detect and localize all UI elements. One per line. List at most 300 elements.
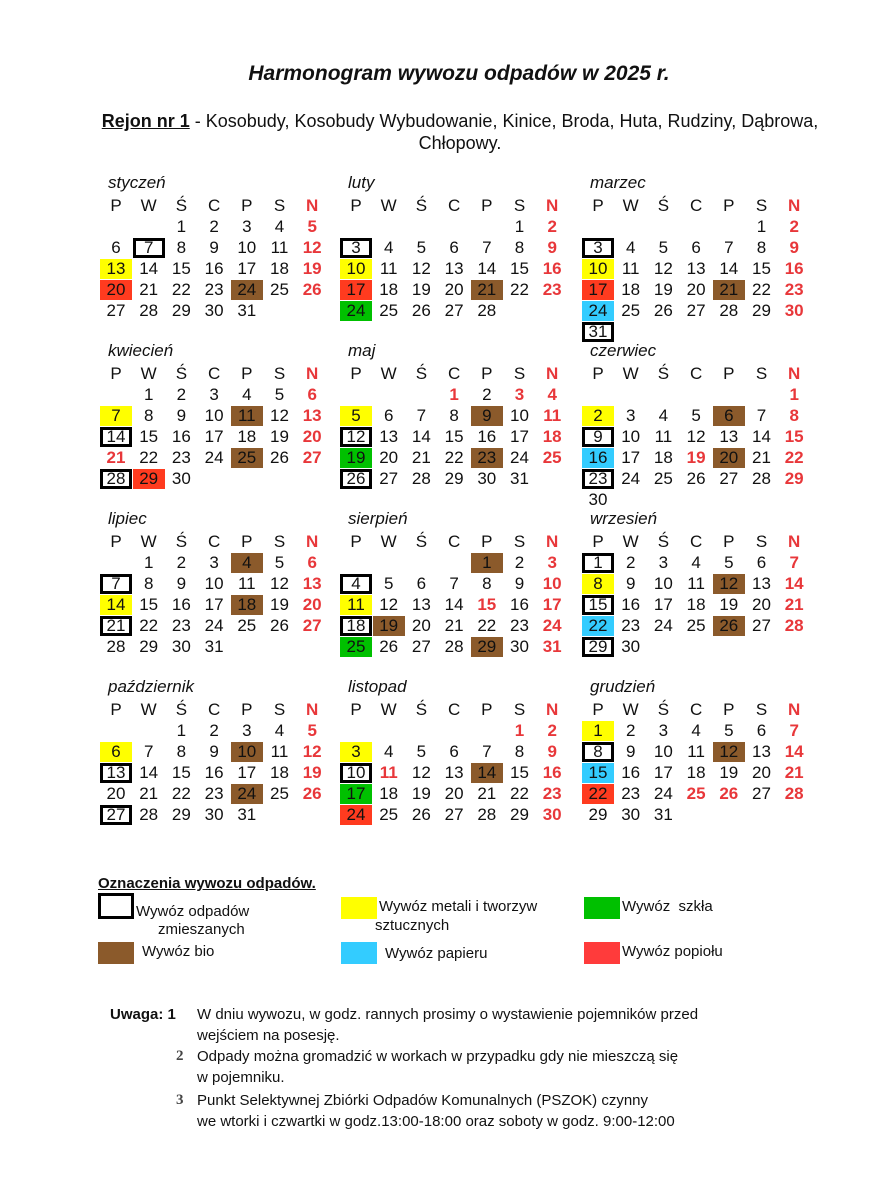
- weekday-header: C: [207, 364, 221, 383]
- day-cell: 23: [621, 784, 641, 803]
- day-cell: 24: [231, 784, 263, 804]
- day-cell: 22: [139, 616, 159, 635]
- weekday-header: S: [513, 196, 526, 215]
- day-cell: 12: [340, 427, 372, 447]
- day-cell: 21: [471, 280, 503, 300]
- day-cell: 25: [686, 784, 706, 803]
- day-cell: 4: [242, 385, 252, 404]
- note-1-line-2: wejściem na posesję.: [197, 1027, 340, 1044]
- weekday-header: S: [513, 364, 526, 383]
- day-cell: 14: [444, 595, 464, 614]
- day-cell: 30: [621, 637, 641, 656]
- day-cell: 12: [270, 406, 289, 425]
- day-cell: 15: [784, 427, 804, 446]
- day-cell: 29: [582, 637, 614, 657]
- day-cell: 2: [547, 721, 557, 740]
- day-cell: 26: [411, 805, 431, 824]
- day-cell: 15: [477, 595, 497, 614]
- day-cell: 5: [274, 385, 285, 404]
- day-cell: 28: [411, 469, 431, 488]
- day-cell: 3: [625, 406, 636, 425]
- day-cell: 11: [621, 259, 640, 278]
- day-cell: 18: [237, 427, 257, 446]
- weekday-header: Ś: [175, 364, 188, 383]
- day-cell: 23: [471, 448, 503, 468]
- day-cell: 23: [171, 448, 191, 467]
- day-cell: 30: [510, 637, 529, 656]
- day-cell: 2: [176, 385, 187, 404]
- month-name: listopad: [348, 677, 407, 696]
- day-cell: 30: [588, 490, 608, 509]
- weekday-header: W: [140, 532, 157, 551]
- day-cell: 7: [724, 238, 734, 257]
- weekday-header: S: [755, 700, 768, 719]
- day-cell: 16: [171, 427, 191, 446]
- weekday-header: P: [723, 364, 735, 383]
- day-cell: 2: [482, 385, 492, 404]
- day-cell: 31: [237, 301, 257, 320]
- day-cell: 27: [100, 805, 132, 825]
- weekday-header: W: [622, 196, 639, 215]
- day-cell: 29: [133, 469, 165, 489]
- note-3-line-1: Punkt Selektywnej Zbiórki Odpadów Komunalnych (PSZOK) czynny: [197, 1092, 649, 1109]
- day-cell: 10: [340, 763, 372, 783]
- day-cell: 2: [209, 721, 219, 740]
- day-cell: 13: [302, 574, 322, 593]
- day-cell: 6: [691, 238, 701, 257]
- day-cell: 17: [237, 763, 257, 782]
- weekday-header: W: [140, 700, 157, 719]
- day-cell: 18: [653, 448, 673, 467]
- weekday-header: S: [755, 196, 768, 215]
- day-cell: 4: [625, 238, 636, 257]
- day-cell: 16: [542, 259, 562, 278]
- day-cell: 29: [171, 301, 191, 320]
- weekday-header: N: [306, 196, 319, 215]
- weekday-header: W: [380, 196, 397, 215]
- day-cell: 3: [547, 553, 557, 572]
- day-cell: 3: [340, 238, 372, 258]
- day-cell: 1: [514, 217, 525, 236]
- note-3-number: 3: [176, 1092, 184, 1108]
- day-cell: 10: [621, 427, 641, 446]
- region-label: Rejon nr 1: [101, 111, 190, 131]
- day-cell: 23: [204, 280, 224, 299]
- day-cell: 2: [547, 217, 557, 236]
- day-cell: 18: [379, 784, 399, 803]
- month-name: luty: [348, 173, 375, 192]
- weekday-header: P: [592, 700, 604, 719]
- day-cell: 27: [444, 301, 464, 320]
- day-cell: 25: [621, 301, 641, 320]
- day-cell: 28: [477, 805, 497, 824]
- day-cell: 31: [542, 637, 562, 656]
- day-cell: 22: [171, 280, 191, 299]
- day-cell: 10: [237, 238, 257, 257]
- day-cell: 20: [444, 280, 464, 299]
- day-cell: 9: [547, 238, 557, 257]
- day-cell: 23: [510, 616, 529, 635]
- day-cell: 30: [171, 637, 191, 656]
- weekday-header: C: [689, 700, 703, 719]
- day-cell: 8: [176, 238, 187, 257]
- weekday-header: P: [481, 196, 493, 215]
- day-cell: 26: [340, 469, 372, 489]
- day-cell: 24: [653, 784, 673, 803]
- mixed-swatch: [98, 893, 134, 919]
- day-cell: 22: [477, 616, 497, 635]
- day-cell: 18: [542, 427, 562, 446]
- day-cell: 26: [686, 469, 706, 488]
- day-cell: 16: [582, 448, 614, 468]
- weekday-header: P: [241, 532, 253, 551]
- day-cell: 5: [383, 574, 394, 593]
- day-cell: 17: [204, 595, 224, 614]
- day-cell: 1: [582, 721, 614, 741]
- day-cell: 13: [719, 427, 739, 446]
- day-cell: 3: [340, 742, 372, 762]
- day-cell: 15: [139, 595, 159, 614]
- day-cell: 15: [510, 259, 529, 278]
- metal-swatch: [341, 897, 377, 919]
- day-cell: 9: [514, 574, 525, 593]
- day-cell: 11: [270, 238, 289, 257]
- day-cell: 22: [752, 280, 771, 299]
- day-cell: 3: [514, 385, 525, 404]
- weekday-header: N: [306, 532, 319, 551]
- day-cell: 17: [621, 448, 641, 467]
- day-cell: 5: [340, 406, 372, 426]
- weekday-header: C: [447, 532, 461, 551]
- month-name: sierpień: [348, 509, 408, 528]
- weekday-header: W: [380, 700, 397, 719]
- day-cell: 11: [237, 574, 256, 593]
- day-cell: 6: [100, 742, 132, 762]
- day-cell: 29: [471, 637, 503, 657]
- day-cell: 19: [719, 763, 739, 782]
- weekday-header: P: [481, 364, 493, 383]
- day-cell: 8: [482, 574, 492, 593]
- day-cell: 12: [270, 574, 289, 593]
- weekday-header: N: [788, 700, 801, 719]
- day-cell: 1: [176, 217, 187, 236]
- day-cell: 30: [477, 469, 497, 488]
- day-cell: 10: [231, 742, 263, 762]
- day-cell: 18: [340, 616, 372, 636]
- weekday-header: C: [689, 532, 703, 551]
- day-cell: 25: [379, 301, 399, 320]
- legend-ash-label: Wywóz popiołu: [622, 943, 723, 960]
- weekday-header: P: [350, 364, 362, 383]
- day-cell: 15: [171, 763, 191, 782]
- day-cell: 29: [510, 805, 529, 824]
- glass-swatch: [584, 897, 620, 919]
- day-cell: 20: [106, 784, 126, 803]
- day-cell: 13: [100, 763, 132, 783]
- day-cell: 21: [100, 616, 132, 636]
- day-cell: 1: [789, 385, 799, 404]
- weekday-header: W: [622, 700, 639, 719]
- day-cell: 28: [444, 637, 464, 656]
- day-cell: 9: [209, 742, 219, 761]
- day-cell: 12: [713, 742, 745, 762]
- day-cell: 10: [653, 574, 673, 593]
- day-cell: 2: [582, 406, 614, 426]
- day-cell: 17: [340, 280, 372, 300]
- weekday-header: N: [306, 364, 319, 383]
- day-cell: 8: [582, 742, 614, 762]
- day-cell: 28: [784, 784, 804, 803]
- day-cell: 9: [582, 427, 614, 447]
- day-cell: 12: [379, 595, 399, 614]
- weekday-header: P: [592, 532, 604, 551]
- day-cell: 15: [582, 595, 614, 615]
- day-cell: 26: [379, 637, 399, 656]
- day-cell: 30: [171, 469, 191, 488]
- day-cell: 19: [411, 280, 431, 299]
- day-cell: 28: [719, 301, 739, 320]
- day-cell: 10: [340, 259, 372, 279]
- day-cell: 22: [139, 448, 159, 467]
- weekday-header: W: [140, 196, 157, 215]
- weekday-header: P: [481, 532, 493, 551]
- day-cell: 26: [411, 301, 431, 320]
- day-cell: 22: [171, 784, 191, 803]
- day-cell: 1: [582, 553, 614, 573]
- day-cell: 9: [209, 238, 219, 257]
- weekday-header: S: [513, 532, 526, 551]
- weekday-header: Ś: [657, 364, 670, 383]
- day-cell: 24: [204, 448, 224, 467]
- day-cell: 20: [752, 763, 771, 782]
- day-cell: 29: [444, 469, 464, 488]
- day-cell: 25: [231, 448, 263, 468]
- day-cell: 26: [713, 616, 745, 636]
- weekday-header: P: [110, 700, 122, 719]
- day-cell: 5: [691, 406, 701, 425]
- weekday-header: S: [273, 364, 286, 383]
- legend-bio-label: Wywóz bio: [142, 943, 215, 960]
- day-cell: 16: [171, 595, 191, 614]
- day-cell: 8: [514, 238, 525, 257]
- day-cell: 26: [302, 280, 322, 299]
- day-cell: 1: [471, 553, 503, 573]
- day-cell: 13: [411, 595, 431, 614]
- day-cell: 16: [621, 595, 641, 614]
- day-cell: 25: [340, 637, 372, 657]
- day-cell: 21: [139, 784, 159, 803]
- day-cell: 18: [379, 280, 399, 299]
- day-cell: 20: [686, 280, 706, 299]
- weekday-header: P: [110, 364, 122, 383]
- day-cell: 12: [686, 427, 706, 446]
- weekday-header: C: [689, 364, 703, 383]
- day-cell: 12: [713, 574, 745, 594]
- day-cell: 28: [477, 301, 497, 320]
- day-cell: 16: [542, 763, 562, 782]
- day-cell: 25: [270, 784, 289, 803]
- bio-swatch: [98, 942, 134, 964]
- day-cell: 5: [307, 217, 317, 236]
- weekday-header: P: [723, 196, 735, 215]
- weekday-header: P: [592, 196, 604, 215]
- day-cell: 21: [411, 448, 431, 467]
- day-cell: 9: [471, 406, 503, 426]
- day-cell: 11: [379, 763, 398, 782]
- day-cell: 6: [756, 721, 767, 740]
- day-cell: 29: [171, 805, 191, 824]
- day-cell: 8: [176, 742, 187, 761]
- day-cell: 15: [582, 763, 614, 783]
- weekday-header: W: [622, 532, 639, 551]
- weekday-header: P: [241, 364, 253, 383]
- day-cell: 3: [209, 385, 219, 404]
- day-cell: 9: [176, 406, 187, 425]
- day-cell: 24: [582, 301, 614, 321]
- day-cell: 20: [444, 784, 464, 803]
- month-name: lipiec: [108, 509, 147, 528]
- day-cell: 9: [625, 742, 636, 761]
- day-cell: 23: [542, 280, 562, 299]
- weekday-header: Ś: [415, 196, 428, 215]
- day-cell: 6: [307, 385, 317, 404]
- weekday-header: Ś: [415, 532, 428, 551]
- day-cell: 23: [542, 784, 562, 803]
- day-cell: 13: [752, 574, 771, 593]
- day-cell: 26: [302, 784, 322, 803]
- weekday-header: W: [380, 532, 397, 551]
- day-cell: 12: [411, 259, 431, 278]
- note-2-number: 2: [176, 1048, 184, 1064]
- day-cell: 27: [752, 616, 771, 635]
- day-cell: 9: [789, 238, 799, 257]
- day-cell: 27: [719, 469, 739, 488]
- day-cell: 29: [139, 637, 159, 656]
- ash-swatch: [584, 942, 620, 964]
- day-cell: 11: [687, 742, 705, 761]
- day-cell: 21: [477, 784, 497, 803]
- day-cell: 19: [270, 427, 289, 446]
- legend-mixed-line1: Wywóz odpadów: [136, 903, 250, 920]
- day-cell: 13: [302, 406, 322, 425]
- weekday-header: N: [546, 364, 559, 383]
- day-cell: 10: [510, 406, 529, 425]
- day-cell: 3: [209, 553, 219, 572]
- weekday-header: Ś: [657, 700, 670, 719]
- day-cell: 4: [691, 553, 701, 572]
- day-cell: 10: [204, 574, 224, 593]
- day-cell: 27: [411, 637, 431, 656]
- day-cell: 8: [789, 406, 799, 425]
- day-cell: 1: [449, 385, 459, 404]
- weekday-header: P: [481, 700, 493, 719]
- day-cell: 28: [139, 301, 159, 320]
- day-cell: 5: [416, 238, 427, 257]
- day-cell: 6: [416, 574, 427, 593]
- day-cell: 11: [231, 406, 263, 426]
- day-cell: 31: [653, 805, 673, 824]
- day-cell: 19: [719, 595, 739, 614]
- weekday-header: S: [273, 700, 286, 719]
- day-cell: 13: [444, 259, 464, 278]
- day-cell: 17: [582, 280, 614, 300]
- day-cell: 5: [658, 238, 669, 257]
- day-cell: 24: [621, 469, 641, 488]
- day-cell: 16: [204, 259, 224, 278]
- day-cell: 22: [510, 280, 529, 299]
- day-cell: 6: [713, 406, 745, 426]
- day-cell: 30: [204, 805, 224, 824]
- day-cell: 9: [547, 742, 557, 761]
- day-cell: 27: [379, 469, 399, 488]
- day-cell: 21: [139, 280, 159, 299]
- day-cell: 4: [383, 238, 394, 257]
- day-cell: 5: [724, 553, 734, 572]
- day-cell: 4: [658, 406, 669, 425]
- day-cell: 18: [270, 259, 289, 278]
- day-cell: 22: [784, 448, 804, 467]
- day-cell: 5: [307, 721, 317, 740]
- day-cell: 20: [752, 595, 771, 614]
- month-name: grudzień: [590, 677, 656, 696]
- day-cell: 3: [242, 217, 252, 236]
- day-cell: 19: [302, 763, 322, 782]
- day-cell: 25: [542, 448, 562, 467]
- day-cell: 7: [133, 238, 165, 258]
- day-cell: 24: [510, 448, 529, 467]
- day-cell: 6: [307, 553, 317, 572]
- month-name: maj: [348, 341, 376, 360]
- day-cell: 19: [411, 784, 431, 803]
- weekday-header: C: [447, 196, 461, 215]
- weekday-header: S: [755, 364, 768, 383]
- day-cell: 20: [302, 427, 322, 446]
- day-cell: 14: [752, 427, 771, 446]
- day-cell: 10: [653, 742, 673, 761]
- weekday-header: S: [755, 532, 768, 551]
- day-cell: 25: [270, 280, 289, 299]
- legend-metal-line2: sztucznych: [375, 917, 450, 934]
- day-cell: 20: [411, 616, 431, 635]
- day-cell: 18: [621, 280, 641, 299]
- day-cell: 19: [686, 448, 706, 467]
- day-cell: 11: [654, 427, 673, 446]
- day-cell: 17: [204, 427, 224, 446]
- day-cell: 21: [784, 595, 804, 614]
- day-cell: 28: [100, 469, 132, 489]
- day-cell: 27: [752, 784, 771, 803]
- day-cell: 6: [383, 406, 394, 425]
- day-cell: 29: [752, 301, 771, 320]
- day-cell: 6: [111, 238, 121, 257]
- day-cell: 18: [270, 763, 289, 782]
- day-cell: 24: [340, 805, 372, 825]
- day-cell: 7: [789, 553, 799, 572]
- weekday-header: P: [350, 532, 362, 551]
- day-cell: 20: [302, 595, 322, 614]
- day-cell: 1: [514, 721, 525, 740]
- weekday-header: N: [788, 196, 801, 215]
- day-cell: 21: [752, 448, 771, 467]
- day-cell: 9: [625, 574, 636, 593]
- day-cell: 17: [653, 595, 673, 614]
- weekday-header: N: [788, 364, 801, 383]
- day-cell: 14: [100, 595, 132, 615]
- day-cell: 15: [510, 763, 529, 782]
- weekday-header: Ś: [415, 700, 428, 719]
- legend-glass-label: Wywóz szkła: [622, 898, 713, 915]
- day-cell: 22: [444, 448, 464, 467]
